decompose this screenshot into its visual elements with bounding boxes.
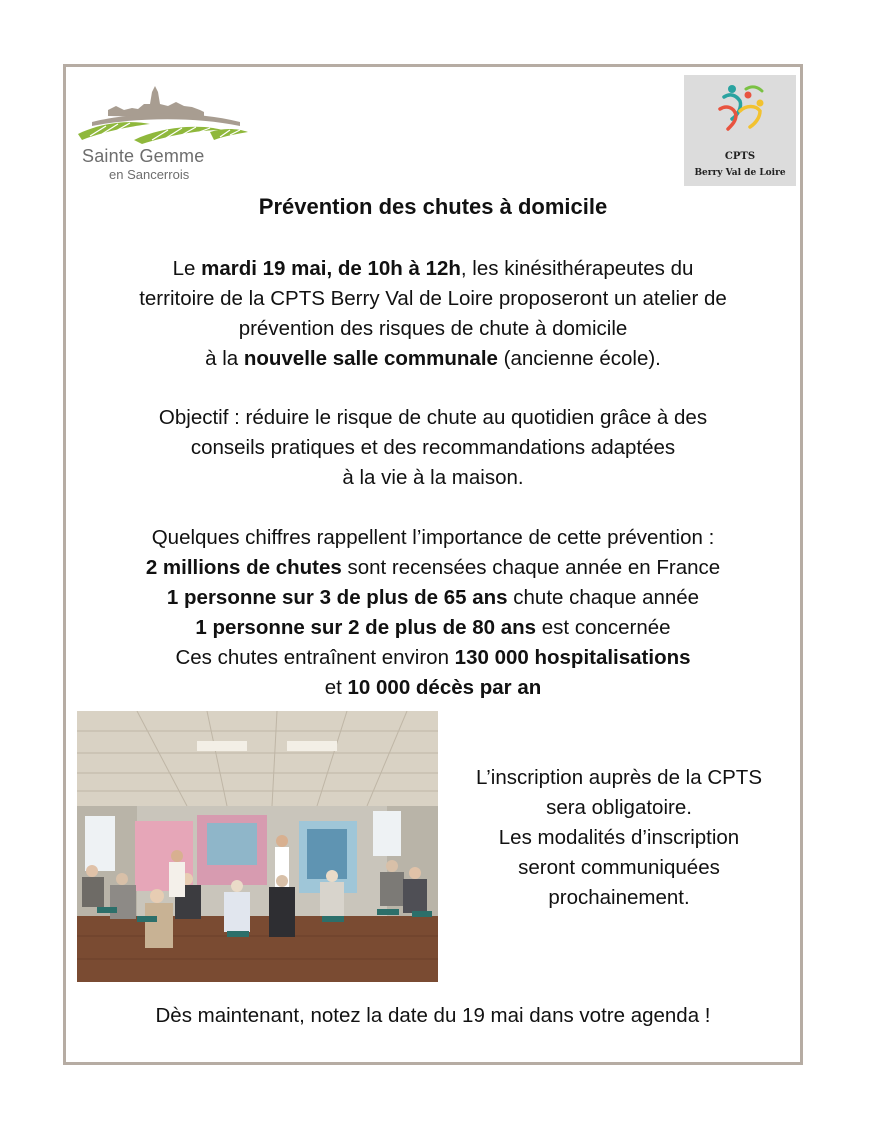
stat-line-4: Ces chutes entraînent environ 130 000 hospitalisations [175,646,691,669]
sainte-gemme-logo [72,82,252,182]
people-figures-icon [684,75,796,145]
stat-line-5: et 10 000 décès par an [324,676,542,699]
intro-line-4: à la nouvelle salle communale (ancienne école). [205,347,661,370]
objective-line-2: conseils pratiques et des recommandations adaptées [190,436,676,459]
registration-info [438,763,800,913]
stat-line-3: 1 personne sur 2 de plus de 80 ans est concernée [195,616,671,639]
event-location: nouvelle salle communale [243,347,498,370]
stats-intro: Quelques chiffres rappellent l’importance de cette prévention : [151,526,715,549]
registration-line-3: Les modalités d’inscription [498,826,740,849]
stat-line-1: 2 millions de chutes sont recensées chaque année en France [145,556,721,579]
registration-line-5: prochainement. [548,886,690,909]
cpts-logo [684,75,796,186]
intro-line-1: Le mardi 19 mai, de 10h à 12h, les kinésithérapeutes du [172,257,694,280]
objective-line-1: Objectif : réduire le risque de chute au quotidien grâce à des [158,406,708,429]
registration-line-4: seront communiquées [518,856,720,879]
logo-town-subtitle: en Sancerrois [109,167,190,182]
stats-paragraph [63,523,803,703]
registration-line-1: L’inscription auprès de la CPTS [475,766,762,789]
footer-reminder: Dès maintenant, notez la date du 19 mai dans votre agenda ! [155,1004,711,1027]
objective-paragraph [63,403,803,493]
stat-line-2: 1 personne sur 3 de plus de 65 ans chute chaque année [166,586,700,609]
logo-town-name: Sainte Gemme [82,146,205,166]
event-date: mardi 19 mai, de 10h à 12h [201,257,461,280]
workshop-photo [77,711,438,982]
intro-line-3: prévention des risques de chute à domicile [238,317,628,340]
poster-title: Prévention des chutes à domicile [258,194,608,219]
intro-paragraph [63,254,803,374]
registration-line-2: sera obligatoire. [546,796,692,819]
village-landscape-icon [72,82,252,146]
cpts-logo-subtitle: Berry Val de Loire [694,168,786,178]
objective-line-3: à la vie à la maison. [342,466,524,489]
intro-line-2: territoire de la CPTS Berry Val de Loire proposeront un atelier de [139,287,727,310]
cpts-logo-title: CPTS [724,151,756,162]
